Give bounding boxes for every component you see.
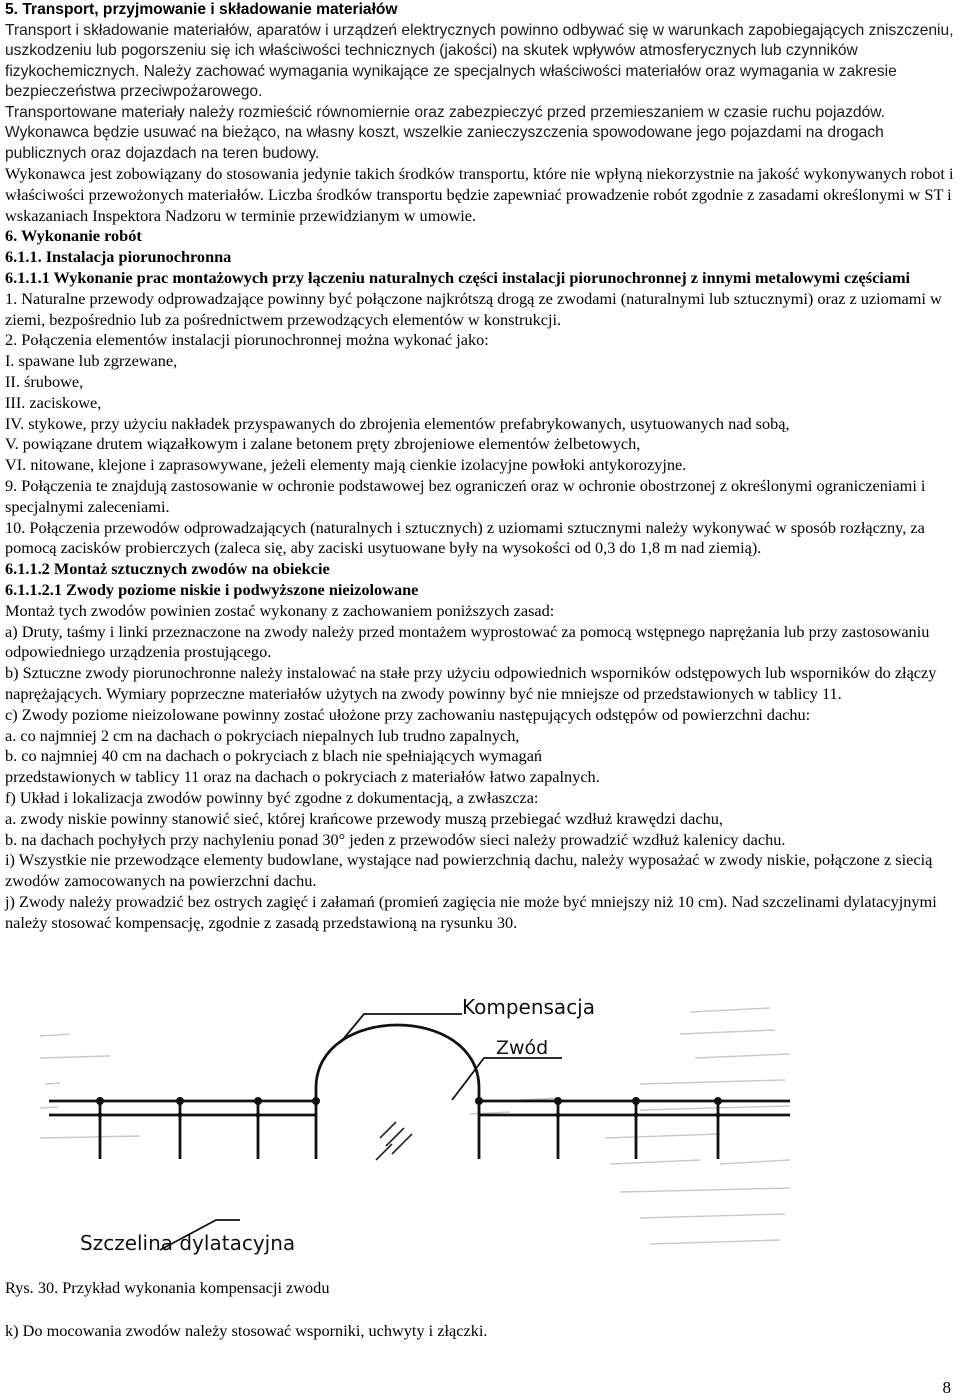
item-10: 10. Połączenia przewodów odprowadzających (naturalnych i sztucznych) z uziomami sztucznymi należy wykonywać w sposób rozłączny, za pomocą zacisków probierczych (zaleca się, aby zaciski usytuowane były na wysokości od 0,3 do 1,8 m nad ziemią).	[5, 517, 925, 558]
point-j: j) Zwody należy prowadzić bez ostrych zagięć i załamań (promień zagięcia nie może być mniejszy niż 10 cm). Nad szczelinami dylatacyjnymi należy stosować kompensację, zgodnie z zasadą przedstawioną na rysunku 30.	[5, 891, 937, 932]
point-f: f) Układ i lokalizacja zwodów powinny być zgodne z dokumentacją, a zwłaszcza:	[5, 787, 539, 807]
item-9: 9. Połączenia te znajdują zastosowanie w ochronie podstawowej bez ograniczeń oraz w ochronie obostrzonej z określonymi ograniczeniami i specjalnymi zaleceniami.	[5, 475, 926, 516]
figure-caption: Rys. 30. Przykład wykonania kompensacji zwodu	[5, 1278, 330, 1297]
compensation-arch	[316, 1025, 479, 1101]
section-6-heading: 6. Wykonanie robót	[5, 226, 142, 246]
point-c: c) Zwody poziome nieizolowane powinny zostać ułożone przy zachowaniu następujących odstępów od powierzchni dachu:	[5, 704, 811, 724]
section-5-heading: 5. Transport, przyjmowanie i składowanie materiałów	[5, 1, 398, 18]
section-6-1-1-1-heading: 6.1.1.1 Wykonanie prac montażowych przy łączeniu naturalnych części instalacji piorunochronnej z innymi metalowymi częściami	[5, 267, 911, 287]
roman-item-6: VI. nitowane, klejone i zaprasowywane, jeżeli elementy mają cienkie izolacyjne powłoki antykorozyjne.	[5, 455, 687, 475]
transport-paragraph: Wykonawca jest zobowiązany do stosowania jedynie takich środków transportu, które nie wpłyną niekorzystnie na jakość wykonywanych robot i właściwości przewożonych materiałów. Liczba środków transportu będzie zapewniać prowadzenie robót zgodnie z zasadami określonymi w ST i wskazaniach Inspektora Nadzoru w terminie przewidzianym w umowie.	[5, 164, 954, 225]
roman-item-5: V. powiązane drutem wiązałkowym i zalane betonem pręty zbrojeniowe elementów żelbetowych,	[5, 434, 641, 454]
point-c-a: a. co najmniej 2 cm na dachach o pokryciach niepalnych lub trudno zapalnych,	[5, 725, 520, 745]
dilatation-gap-hatch	[376, 1122, 412, 1160]
rules-intro: Montaż tych zwodów powinien zostać wykonany z zachowaniem poniższych zasad:	[5, 600, 555, 620]
label-compensation: Kompensacja	[462, 995, 595, 1019]
point-b: b) Sztuczne zwody piorunochronne należy instalować na stałe przy użyciu odpowiednich wsporników odstępowych lub wsporników do złączy naprężających. Wymiary poprzeczne materiałów użytych na zwody powinny być nie mniejsze od przedstawionych w tablicy 11.	[5, 663, 937, 703]
point-f-a: a. zwody niskie powinny stanowić sieć, której krańcowe przewody muszą przebiegać wzdłuż krawędzi dachu,	[5, 808, 723, 828]
section-6-1-1-2-1-heading: 6.1.1.2.1 Zwody poziome niskie i podwyższone nieizolowane	[5, 579, 419, 599]
roman-item-1: I. spawane lub zgrzewane,	[5, 351, 178, 371]
item-1: 1. Naturalne przewody odprowadzające powinny być połączone najkrótszą drogą ze zwodami (naturalnymi lub sztucznymi) oraz z uziomami w ziemi, bezpośrednio lub za pośrednictwem przewodzących elementów w konstrukcji.	[5, 288, 942, 329]
label-dilatation-gap: Szczelina dylatacyjna	[80, 1231, 296, 1255]
page-number: 8	[942, 1378, 951, 1397]
section-5-paragraph-2: Transportowane materiały należy rozmieścić równomiernie oraz zabezpieczyć przed przemieszaniem w czasie ruchu pojazdów. Wykonawca będzie usuwać na bieżąco, na własny koszt, wszelkie zanieczyszczenia spowodowane jego pojazdami na drogach publicznych oraz dojazdach na teren budowy.	[5, 103, 885, 162]
point-c-b-continued: przedstawionych w tablicy 11 oraz na dachach o pokryciach z materiałów łatwo zapalnych.	[5, 767, 600, 787]
vertical-supports	[100, 1101, 718, 1159]
point-c-b: b. co najmniej 40 cm na dachach o pokryciach z blach nie spełniających wymagań	[5, 746, 543, 766]
section-6-1-1-heading: 6.1.1. Instalacja piorunochronna	[5, 247, 232, 267]
scan-background	[40, 1008, 790, 1244]
point-f-b: b. na dachach pochyłych przy nachyleniu ponad 30° jeden z przewodów sieci należy prowadzić wzdłuż kalenicy dachu.	[5, 829, 786, 849]
roman-item-3: III. zaciskowe,	[5, 392, 102, 412]
compensation-diagram	[0, 988, 800, 1270]
point-i: i) Wszystkie nie przewodzące elementy budowlane, wystające nad powierzchnią dachu, należy wyposażać w zwody niskie, połączone z siecią zwodów zamocowanych na powierzchni dachu.	[5, 850, 933, 891]
label-conductor: Zwód	[496, 1037, 549, 1059]
section-5-paragraph-1: Transport i składowanie materiałów, aparatów i urządzeń elektrycznych powinno odbywać się w warunkach zapobiegających zniszczeniu, uszkodzeniu lub pogorszeniu się ich właściwości technicznych (jakości) na skutek wpływów atmosferycznych lub czynników fizykochemicznych. Należy zachować wymagania wynikające ze specjalnych właściwości materiałów oraz wymagania w zakresie bezpieczeństwa przeciwpożarowego.	[5, 21, 954, 100]
item-2: 2. Połączenia elementów instalacji piorunochronnej można wykonać jako:	[5, 330, 489, 350]
point-k: k) Do mocowania zwodów należy stosować wsporniki, uchwyty i złączki.	[5, 1321, 488, 1340]
point-a: a) Druty, taśmy i linki przeznaczone na zwody należy przed montażem wyprostować za pomocą wstępnego naprężania lub przy zastosowaniu odpowiedniego urządzenia prostującego.	[5, 621, 930, 662]
roman-item-4: IV. stykowe, przy użyciu nakładek przyspawanych do zbrojenia elementów prefabrykowanych, usytuowanych nad sobą,	[5, 413, 790, 433]
horizontal-conductors	[49, 1101, 790, 1115]
roman-item-2: II. śrubowe,	[5, 371, 84, 391]
section-6-1-1-2-heading: 6.1.1.2 Montaż sztucznych zwodów na obiekcie	[5, 559, 330, 579]
